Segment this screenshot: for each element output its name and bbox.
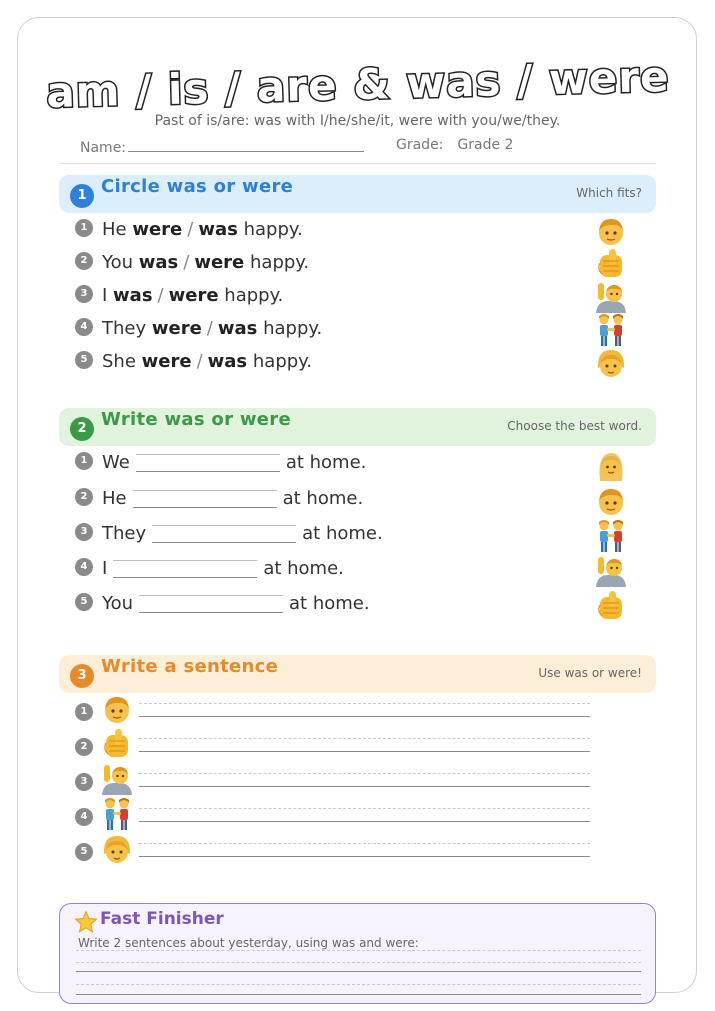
writing-line[interactable] bbox=[76, 950, 641, 951]
item-number: 1 bbox=[75, 219, 93, 237]
option-2[interactable]: was bbox=[207, 351, 248, 372]
boy-icon bbox=[594, 214, 628, 248]
item-number: 5 bbox=[75, 593, 93, 611]
section-number: 2 bbox=[70, 417, 94, 441]
sentence-end: happy. bbox=[224, 285, 284, 306]
item-number: 4 bbox=[75, 808, 93, 826]
subject: They bbox=[102, 523, 147, 544]
boy-icon bbox=[594, 484, 628, 518]
list-item bbox=[75, 285, 283, 311]
section-hint: Which fits? bbox=[576, 186, 642, 200]
item-number: 1 bbox=[75, 703, 93, 721]
section-3-header bbox=[59, 655, 656, 693]
pointing-hand-icon bbox=[594, 247, 628, 281]
item-number: 5 bbox=[75, 351, 93, 369]
answer-blank[interactable] bbox=[133, 490, 277, 508]
answer-blank[interactable] bbox=[152, 525, 296, 543]
subject: They bbox=[102, 318, 147, 339]
girl-icon bbox=[100, 832, 134, 866]
list-item bbox=[75, 351, 312, 377]
list-item bbox=[75, 773, 102, 793]
item-number: 3 bbox=[75, 523, 93, 541]
name-line[interactable] bbox=[128, 137, 364, 152]
slash: / bbox=[183, 252, 190, 273]
name-row bbox=[80, 137, 364, 156]
writing-line[interactable] bbox=[76, 984, 641, 985]
item-number: 3 bbox=[75, 773, 93, 791]
section-2-header bbox=[59, 408, 656, 446]
item-number: 2 bbox=[75, 488, 93, 506]
writing-line[interactable] bbox=[76, 971, 641, 972]
subject: You bbox=[102, 593, 134, 614]
sentence-end: at home. bbox=[302, 523, 383, 544]
list-item bbox=[75, 252, 309, 278]
item-number: 5 bbox=[75, 843, 93, 861]
slash: / bbox=[187, 219, 194, 240]
subject: We bbox=[102, 452, 130, 473]
option-2[interactable]: were bbox=[168, 285, 219, 306]
section-hint: Choose the best word. bbox=[507, 419, 642, 433]
writing-line[interactable] bbox=[139, 773, 590, 787]
writing-line[interactable] bbox=[139, 703, 590, 717]
list-item bbox=[75, 558, 344, 584]
grade-label: Grade: bbox=[396, 137, 444, 153]
name-label: Name: bbox=[80, 140, 127, 156]
title-text: am / is / are & was / were bbox=[45, 51, 671, 118]
item-number: 3 bbox=[75, 285, 93, 303]
item-number: 4 bbox=[75, 558, 93, 576]
section-title: Write was or were bbox=[101, 409, 291, 430]
fast-finisher-box bbox=[59, 903, 656, 1004]
header-divider bbox=[60, 163, 656, 164]
section-hint: Use was or were! bbox=[538, 666, 642, 680]
section-number: 3 bbox=[70, 664, 94, 688]
sentence-end: happy. bbox=[243, 219, 303, 240]
option-1[interactable]: was bbox=[113, 285, 153, 306]
boy-icon bbox=[100, 692, 134, 726]
worksheet-title bbox=[0, 44, 715, 124]
couple-icon bbox=[100, 797, 134, 831]
section-title: Circle was or were bbox=[101, 176, 294, 197]
option-2[interactable]: was bbox=[198, 219, 238, 240]
list-item bbox=[75, 318, 322, 344]
pointing-hand-icon bbox=[100, 727, 134, 761]
sentence-end: at home. bbox=[285, 452, 367, 473]
list-item bbox=[75, 488, 363, 514]
person-raising-hand-icon bbox=[594, 554, 628, 588]
sentence-end: at home. bbox=[263, 558, 344, 579]
sentence-end: at home. bbox=[289, 593, 370, 614]
subject: You bbox=[102, 252, 134, 273]
list-item bbox=[75, 703, 102, 723]
sentence-end: happy. bbox=[250, 252, 310, 273]
section-title: Write a sentence bbox=[101, 656, 279, 677]
subject: He bbox=[102, 488, 127, 509]
subject: He bbox=[102, 219, 127, 240]
writing-line[interactable] bbox=[76, 962, 641, 963]
option-1[interactable]: were bbox=[132, 219, 183, 240]
person-raising-hand-icon bbox=[594, 280, 628, 314]
item-number: 2 bbox=[75, 252, 93, 270]
list-item bbox=[75, 452, 366, 478]
option-1[interactable]: were bbox=[141, 351, 192, 372]
section-number: 1 bbox=[70, 184, 94, 208]
girl-icon bbox=[594, 346, 628, 380]
subject: I bbox=[102, 285, 108, 306]
pointing-hand-icon bbox=[594, 589, 628, 623]
list-item bbox=[75, 523, 383, 549]
writing-line[interactable] bbox=[76, 994, 641, 995]
sentence-end: happy. bbox=[263, 318, 323, 339]
list-item bbox=[75, 593, 370, 619]
person-raising-hand-icon bbox=[100, 762, 134, 796]
couple-icon bbox=[594, 519, 628, 553]
list-item bbox=[75, 808, 102, 828]
answer-blank[interactable] bbox=[113, 560, 257, 578]
grade-row bbox=[396, 137, 513, 153]
couple-icon bbox=[594, 313, 628, 347]
item-number: 1 bbox=[75, 452, 93, 470]
slash: / bbox=[196, 351, 203, 372]
answer-blank[interactable] bbox=[139, 595, 283, 613]
option-2[interactable]: were bbox=[194, 252, 245, 273]
sentence-end: happy. bbox=[252, 351, 312, 372]
section-1-header bbox=[59, 175, 656, 213]
star-icon bbox=[74, 910, 98, 934]
subject: I bbox=[102, 558, 108, 579]
subtitle: Past of is/are: was with I/he/she/it, were with you/we/they. bbox=[154, 113, 561, 129]
item-number: 4 bbox=[75, 318, 93, 336]
fast-finisher-instructions: Write 2 sentences about yesterday, using was and were: bbox=[78, 936, 419, 950]
option-1[interactable]: was bbox=[138, 252, 179, 273]
woman-icon bbox=[594, 449, 628, 483]
list-item bbox=[75, 738, 102, 758]
option-2[interactable]: was bbox=[217, 318, 258, 339]
answer-blank[interactable] bbox=[136, 454, 280, 472]
list-item bbox=[75, 843, 102, 863]
writing-line[interactable] bbox=[139, 808, 590, 822]
writing-line[interactable] bbox=[139, 738, 590, 752]
subject: She bbox=[102, 351, 136, 372]
option-1[interactable]: were bbox=[151, 318, 202, 339]
slash: / bbox=[157, 285, 164, 306]
fast-finisher-title: Fast Finisher bbox=[100, 909, 224, 929]
writing-line[interactable] bbox=[139, 843, 590, 857]
grade-value: Grade 2 bbox=[457, 137, 514, 153]
sentence-end: at home. bbox=[282, 488, 364, 509]
slash: / bbox=[206, 318, 213, 339]
item-number: 2 bbox=[75, 738, 93, 756]
list-item bbox=[75, 219, 303, 245]
